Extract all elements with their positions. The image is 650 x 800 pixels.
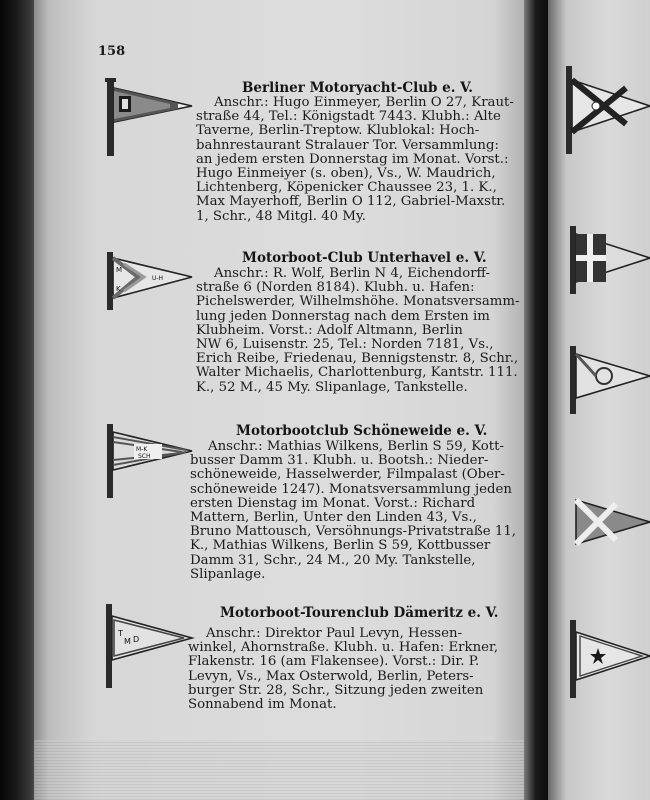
pennant-flag-icon xyxy=(556,66,650,156)
entry-line: 1, Schr., 48 Mitgl. 40 My. xyxy=(196,208,366,224)
pennant-flag-icon xyxy=(104,424,196,500)
entry-line: Walter Michaelis, Charlottenburg, Kantstr. 111. xyxy=(196,365,518,381)
pennant-flag-icon xyxy=(100,604,196,690)
flag-text: M xyxy=(116,266,123,274)
entry-body xyxy=(188,626,499,713)
entry-line: schöneweide, Hasselwerder, Filmpalast (Ober- xyxy=(190,467,505,483)
pennant-flag-icon xyxy=(566,226,650,296)
entry-title: Motorbootclub Schöneweide e. V. xyxy=(236,423,488,439)
entry-line: bahnrestaurant Stralauer Tor. Versammlung: xyxy=(196,137,499,153)
entry-line: Anschr.: Direktor Paul Levyn, Hessen- xyxy=(206,626,463,641)
entry-line: Mattern, Berlin, Unter den Linden 43, Vs., xyxy=(190,510,477,526)
page-number: 158 xyxy=(98,44,126,59)
entry-line: Slipanlage. xyxy=(190,566,266,582)
pennant-flag-icon xyxy=(566,492,650,558)
entry-line: K., Mathias Wilkens, Berlin S 59, Kottbusser xyxy=(190,538,491,554)
entry-line: Hugo Einmeiyer (s. oben), Vs., W. Maudrich, xyxy=(196,166,496,182)
entry-line: Damm 31, Schr., 24 M., 20 My. Tankstelle, xyxy=(190,552,476,568)
pennant-flag-icon xyxy=(104,252,196,312)
entry-line: Lichtenberg, Köpenicker Chaussee 23, 1. K., xyxy=(196,180,497,196)
entry-title: Berliner Motoryacht-Club e. V. xyxy=(242,80,473,96)
entry-line: straße 6 (Norden 8184). Klubh. u. Hafen: xyxy=(196,280,475,296)
entry-line: ersten Dienstag im Monat. Vorst.: Richard xyxy=(190,495,476,511)
pennant-flag-icon xyxy=(104,78,196,158)
entry-line: winkel, Ahornstraße. Klubh. u. Hafen: Erkner, xyxy=(188,640,499,656)
flag-text: SCH xyxy=(138,453,151,460)
entry-line: straße 44, Tel.: Königstadt 7443. Klubh.: Alte xyxy=(196,109,501,125)
book-gutter xyxy=(524,0,550,800)
entry-line: busser Damm 31. Klubh. u. Bootsh.: Nieder- xyxy=(190,453,489,469)
entry-line: Levyn, Vs., Max Osterwold, Berlin, Peters- xyxy=(188,668,474,684)
page-edges xyxy=(34,740,532,800)
entry-body xyxy=(190,439,517,582)
entry-line: Anschr.: Hugo Einmeyer, Berlin O 27, Kraut- xyxy=(214,95,514,110)
entry-title: Motorboot-Club Unterhavel e. V. xyxy=(242,250,487,266)
entry-line: lung jeden Donnerstag nach dem Ersten im xyxy=(196,308,490,324)
entry-title: Motorboot-Tourenclub Dämeritz e. V. xyxy=(220,605,499,621)
entry-line: Anschr.: Mathias Wilkens, Berlin S 59, Kott- xyxy=(208,439,504,454)
entry-line: Taverne, Berlin-Treptow. Klublokal: Hoch- xyxy=(196,123,480,139)
pennant-flag-icon xyxy=(566,346,650,416)
entry-line: Sonnabend im Monat. xyxy=(188,697,337,713)
entry-line: schöneweide 1247). Monatsversammlung jeden xyxy=(190,481,512,497)
flag-text: T xyxy=(118,629,123,638)
entry-line: Erich Reibe, Friedenau, Bennigstenstr. 8, Schr., xyxy=(196,351,519,367)
entry-line: an jedem ersten Donnerstag im Monat. Vorst.: xyxy=(196,151,509,167)
flag-text: M xyxy=(124,637,131,646)
pennant-flag-icon xyxy=(566,620,650,700)
entry-line: K., 52 M., 45 My. Slipanlage, Tankstelle. xyxy=(196,379,468,395)
flag-text: M-K xyxy=(136,446,148,453)
entry-line: NW 6, Luisenstr. 25, Tel.: Norden 7181, Vs., xyxy=(196,337,494,353)
flag-text: U-H xyxy=(152,275,164,282)
entry-line: Pichelswerder, Wilhelmshöhe. Monatsversamm- xyxy=(196,294,520,310)
entry-body xyxy=(196,266,520,395)
entry-line: burger Str. 28, Schr., Sitzung jeden zweiten xyxy=(188,682,484,698)
entry-line: Klubheim. Vorst.: Adolf Altmann, Berlin xyxy=(196,322,463,338)
flag-text: K xyxy=(116,285,121,293)
flag-text: D xyxy=(133,635,140,644)
entry-line: Anschr.: R. Wolf, Berlin N 4, Eichendorff- xyxy=(214,266,491,281)
entry-line: Flakenstr. 16 (am Flakensee). Vorst.: Dir. P. xyxy=(188,654,480,670)
entry-line: Max Mayerhoff, Berlin O 112, Gabriel-Maxstr. xyxy=(196,194,506,210)
entry-body xyxy=(196,95,514,224)
entry-line: Bruno Mattousch, Versöhnungs-Privatstraße 11, xyxy=(190,524,517,540)
